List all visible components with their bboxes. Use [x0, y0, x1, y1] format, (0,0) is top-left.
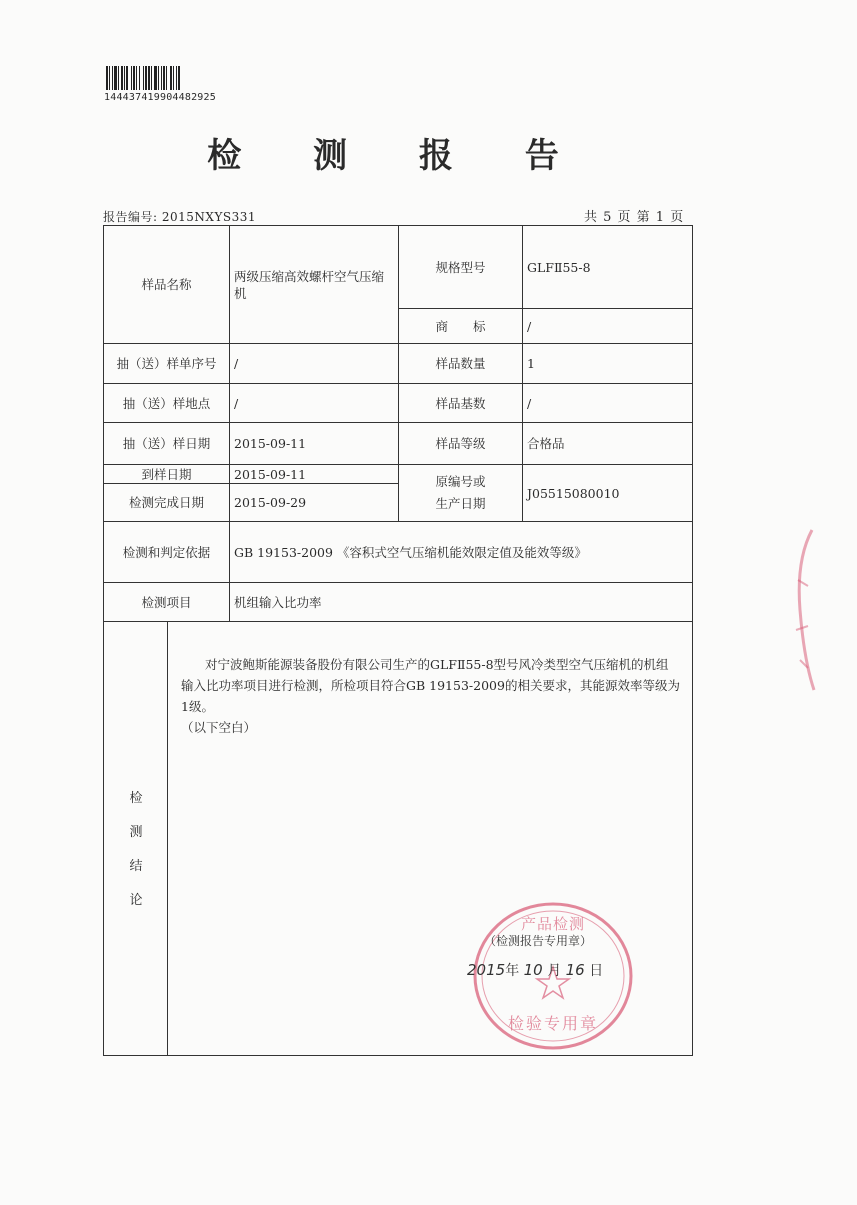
conclusion-label-char: 论	[129, 893, 143, 908]
barcode-bar	[112, 66, 113, 90]
barcode-bar	[148, 66, 150, 90]
barcode-bar	[136, 66, 137, 90]
sign-day: 16	[565, 961, 585, 979]
barcode-bar	[163, 66, 165, 90]
sign-year: 2015	[467, 961, 506, 979]
barcode-number: 144437419904482925	[104, 92, 216, 103]
seal-note: （检测报告专用章）	[484, 934, 593, 948]
model-value: GLFⅡ55-8	[527, 259, 591, 275]
sample-qty-value: 1	[527, 356, 535, 371]
sample-base-label: 样品基数	[435, 395, 486, 411]
conclusion-label-char: 测	[129, 825, 143, 840]
sample-date-label: 抽（送）样日期	[122, 436, 211, 451]
sample-grade-value: 合格品	[527, 436, 565, 451]
barcode-bar	[121, 66, 123, 90]
barcode-bar	[106, 66, 108, 90]
barcode-bar	[133, 66, 135, 90]
item-label: 检测项目	[141, 594, 192, 610]
sign-date	[467, 960, 603, 980]
sample-name-value: 两级压缩高效螺杆空气压缩机	[234, 268, 385, 301]
report-number: 报告编号: 2015NXYS331	[103, 210, 256, 224]
conclusion-label-char: 结	[129, 859, 143, 874]
barcode-bar	[145, 66, 147, 90]
sample-grade-label: 样品等级	[435, 436, 486, 451]
barcode-bar	[118, 66, 119, 90]
barcode-bar	[170, 66, 172, 90]
page-count: 共 5 页 第 1 页	[584, 210, 684, 225]
svg-text:产品检测: 产品检测	[520, 915, 586, 933]
blank-note: （以下空白）	[181, 720, 257, 735]
barcode-bar	[124, 66, 125, 90]
basis-label: 检测和判定依据	[122, 544, 211, 560]
edge-seal-fragment	[790, 520, 820, 700]
orig-no-label-line2: 生产日期	[435, 496, 486, 511]
model-label: 规格型号	[435, 259, 486, 275]
barcode-bar	[131, 66, 132, 90]
conclusion-label	[126, 782, 146, 918]
page-title: 检 测 报 告	[207, 136, 589, 176]
item-value: 机组输入比功率	[234, 594, 322, 610]
orig-no-label	[399, 465, 522, 521]
orig-no-label-line1: 原编号或	[435, 474, 486, 489]
sign-month: 10	[523, 961, 543, 979]
sign-month-unit: 月	[547, 963, 562, 979]
sample-place-value: /	[234, 395, 239, 411]
conclusion-label-char: 检	[129, 791, 143, 806]
sample-order-no-value: /	[234, 356, 239, 371]
finish-date-label: 检测完成日期	[128, 495, 204, 510]
sample-date-value: 2015-09-11	[234, 436, 307, 451]
barcode-bar	[114, 66, 117, 90]
barcode-bar	[173, 66, 174, 90]
barcode-bar	[126, 66, 128, 90]
sample-base-value: /	[527, 395, 532, 411]
barcode-bar	[154, 66, 157, 90]
orig-no-value: J05515080010	[527, 485, 620, 501]
sample-qty-label: 样品数量	[435, 356, 486, 371]
barcode-bar	[139, 66, 140, 90]
barcode-bar	[178, 66, 180, 90]
barcode-bar	[109, 66, 110, 90]
arrival-date-label: 到样日期	[141, 466, 192, 482]
arrival-date-value: 2015-09-11	[234, 466, 307, 482]
barcode-bar	[158, 66, 159, 90]
basis-value: GB 19153-2009 《容积式空气压缩机能效限定值及能效等级》	[234, 544, 587, 560]
conclusion-text	[181, 654, 681, 738]
sample-place-label: 抽（送）样地点	[122, 395, 211, 411]
barcode-bar	[143, 66, 144, 90]
sign-day-unit: 日	[589, 963, 604, 979]
sign-year-unit: 年	[505, 963, 520, 979]
svg-text:检验专用章: 检验专用章	[507, 1014, 599, 1033]
barcode-bar	[161, 66, 162, 90]
barcode-bar	[151, 66, 152, 90]
finish-date-value: 2015-09-29	[234, 495, 307, 510]
barcode-bar	[176, 66, 177, 90]
barcode	[106, 66, 218, 90]
sample-name-label: 样品名称	[141, 277, 192, 292]
trademark-value: /	[527, 318, 532, 334]
conclusion-paragraph: 对宁波鲍斯能源装备股份有限公司生产的GLFⅡ55-8型号风冷类型空气压缩机的机组输入比功率项目进行检测，所检项目符合GB 19153-2009的相关要求，其能源效率等级为1级。	[181, 657, 680, 714]
trademark-label: 商 标	[435, 318, 486, 334]
barcode-bar	[166, 66, 167, 90]
sample-order-no-label: 抽（送）样单序号	[116, 356, 217, 371]
